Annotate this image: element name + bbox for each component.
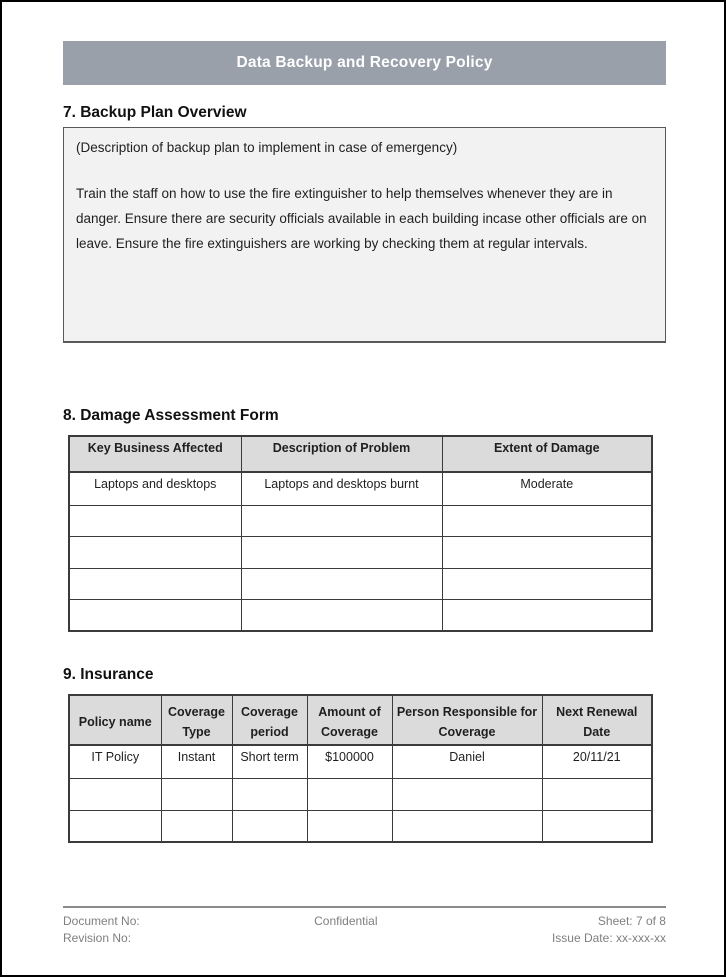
table-cell: [161, 810, 232, 842]
document-title-bar: [63, 41, 666, 85]
footer-document-no: Document No:: [63, 914, 140, 928]
table-cell: [69, 778, 161, 810]
table-cell: Laptops and desktops burnt: [241, 472, 442, 505]
table-cell: Short term: [232, 745, 307, 778]
table-cell: [392, 810, 542, 842]
table-row: [69, 810, 652, 842]
section-heading-damage-assessment-form: 8. Damage Assessment Form: [63, 407, 279, 424]
section-heading-backup-plan-overview: 7. Backup Plan Overview: [63, 104, 247, 121]
backup-plan-description-box: [63, 127, 666, 343]
table-row: [69, 778, 652, 810]
table-cell: [241, 568, 442, 600]
table-cell: [161, 778, 232, 810]
footer-sheet-number: Sheet: 7 of 8: [597, 914, 666, 928]
table-cell: [232, 778, 307, 810]
document-title: Data Backup and Recovery Policy: [236, 54, 493, 71]
table-cell: [69, 505, 241, 537]
table-cell: [232, 810, 307, 842]
table-row: [69, 472, 652, 505]
table-cell: 20/11/21: [542, 745, 652, 778]
column-header: Next Renewal Date: [542, 695, 652, 745]
section-heading-insurance: 9. Insurance: [63, 666, 154, 683]
table-row: [69, 505, 652, 537]
column-header: Policy name: [69, 695, 161, 745]
table-cell: [307, 810, 392, 842]
insurance-table: [68, 694, 653, 843]
column-header: Description of Problem: [241, 436, 442, 472]
backup-plan-placeholder-text: (Description of backup plan to implement in case of emergency): [76, 140, 458, 155]
table-row: [69, 600, 652, 632]
column-header: Key Business Affected: [69, 436, 241, 472]
footer-left-block: [63, 913, 140, 947]
footer-issue-date: Issue Date: xx-xxx-xx: [551, 931, 666, 945]
table-cell: [69, 537, 241, 569]
table-cell: [241, 537, 442, 569]
table-cell: [241, 600, 442, 632]
table-cell: [69, 568, 241, 600]
footer-revision-no: Revision No:: [63, 931, 132, 945]
table-cell: [241, 505, 442, 537]
table-cell: [307, 778, 392, 810]
table-cell: Daniel: [392, 745, 542, 778]
footer-confidential: Confidential: [314, 914, 378, 928]
table-row: [69, 745, 652, 778]
table-cell: [442, 505, 652, 537]
column-header: Extent of Damage: [442, 436, 652, 472]
table-cell: $100000: [307, 745, 392, 778]
table-row: [69, 537, 652, 569]
column-header: Amount of Coverage: [307, 695, 392, 745]
column-header: Person Responsible for Coverage: [392, 695, 542, 745]
table-header-row: [69, 436, 652, 472]
table-cell: [69, 810, 161, 842]
table-cell: Moderate: [442, 472, 652, 505]
footer-right-block: [552, 913, 666, 947]
backup-plan-body-text: Train the staff on how to use the fire extinguisher to help themselves whenever they are in danger. Ensure there are security officials available in each building incase other officials are on leave. Ensure the fire extinguishers are working by checking them at regular intervals.: [76, 186, 647, 251]
column-header: Coverage Type: [161, 695, 232, 745]
page-content: [2, 2, 724, 947]
table-cell: Instant: [161, 745, 232, 778]
table-cell: [542, 778, 652, 810]
damage-assessment-table: [68, 435, 653, 632]
table-header-row: [69, 695, 652, 745]
table-cell: Laptops and desktops: [69, 472, 241, 505]
table-cell: [442, 537, 652, 569]
table-cell: [69, 600, 241, 632]
page-footer: [63, 906, 666, 947]
table-cell: IT Policy: [69, 745, 161, 778]
column-header: Coverage period: [232, 695, 307, 745]
table-cell: [392, 778, 542, 810]
table-row: [69, 568, 652, 600]
table-cell: [542, 810, 652, 842]
table-cell: [442, 600, 652, 632]
table-cell: [442, 568, 652, 600]
